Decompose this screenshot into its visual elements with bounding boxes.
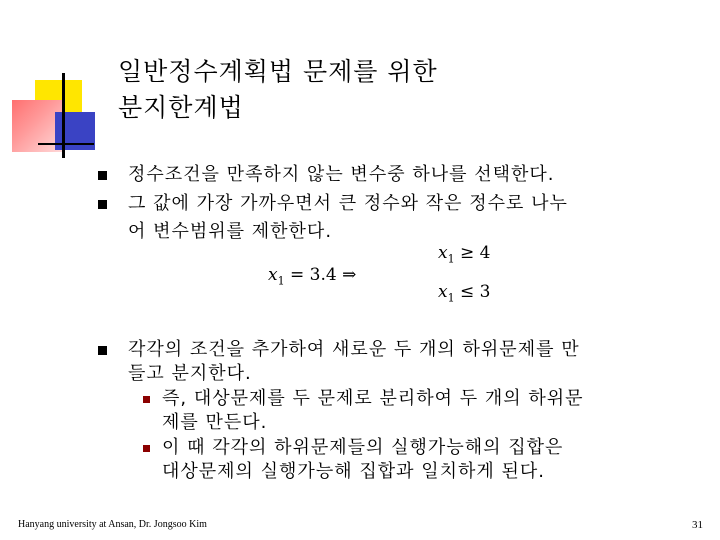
title-line-1: 일반정수계획법 문제를 위한 [118,57,438,86]
sub-bullet-1-line-1: 즉, 대상문제를 두 문제로 분리하여 두 개의 하위문 [162,388,584,409]
bullet-1-text: 정수조건을 만족하지 않는 변수중 하나를 선택한다. [128,164,555,185]
page-number: 31 [692,519,703,531]
title-line-2: 분지한계법 [118,93,244,122]
bullet-2-line-1: 그 값에 가장 가까우면서 큰 정수와 작은 정수로 나누 [128,193,568,214]
bullet-marker [98,346,107,355]
math-lower-branch: $x_1 \le 3$ [438,282,491,305]
bullet-marker [98,171,107,180]
footer-text: Hanyang university at Ansan, Dr. Jongsoo Kim [18,519,207,530]
sub-bullet-1-line-2: 제를 만든다. [162,412,268,433]
sub-bullet-2-line-2: 대상문제의 실행가능해 집합과 일치하게 된다. [162,461,545,482]
bullet-3-line-2: 들고 분지한다. [128,363,252,384]
sub-bullet-marker [143,445,150,452]
bullet-2-line-2: 어 변수범위를 제한한다. [128,221,333,242]
decor-horizontal-line [38,143,94,145]
sub-bullet-2-line-1: 이 때 각각의 하위문제들의 실행가능해의 집합은 [162,437,564,458]
math-upper-branch: $x_1 \ge 4$ [438,243,491,266]
bullet-3-line-1: 각각의 조건을 추가하여 새로운 두 개의 하위문제를 만 [128,339,580,360]
math-equation: $x_1 = 3.4$ ⇒ [268,265,357,288]
slide-title [118,54,438,126]
sub-bullet-marker [143,396,150,403]
decor-vertical-line [62,73,65,158]
bullet-marker [98,200,107,209]
